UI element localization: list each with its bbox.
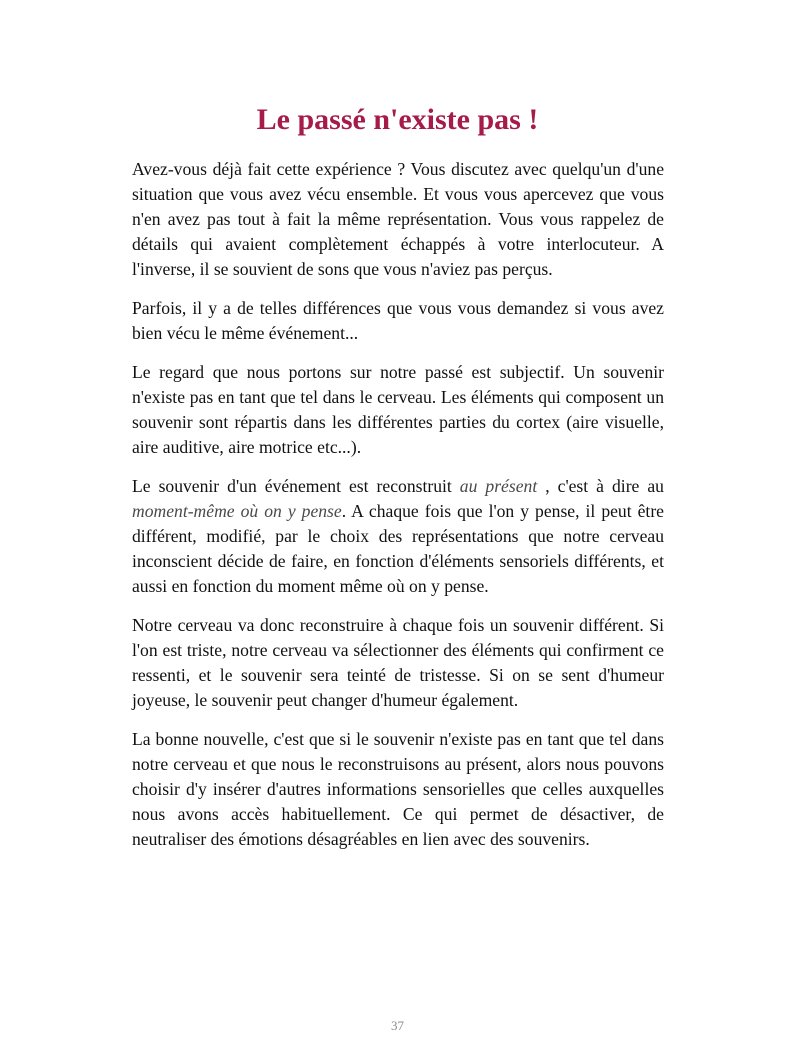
paragraph-2: Parfois, il y a de telles différences que vous vous demandez si vous avez bien vécu le même événement... — [132, 298, 664, 343]
body-text — [132, 157, 664, 866]
paragraph-5: Notre cerveau va donc reconstruire à chaque fois un souvenir différent. Si l'on est triste, notre cerveau va sélectionner des éléments qui confirment ce ressenti, et le souvenir sera teinté de tristesse. Si on se sent d'humeur joyeuse, le souvenir peut changer d'humeur également. — [132, 615, 664, 710]
paragraph-4 — [132, 474, 664, 599]
emphasis-moment-meme: moment-même où on y pense — [132, 501, 342, 521]
page-number: 37 — [391, 1018, 404, 1033]
paragraph-1: Avez-vous déjà fait cette expérience ? Vous discutez avec quelqu'un d'une situation que vous avez vécu ensemble. Et vous vous apercevez que vous n'en avez pas tout à fait la même représentation. Vous vous rappelez de détails qui avaient complètement échappés à votre interlocuteur. A l'inverse, il se souvient de sons que vous n'aviez pas perçus. — [132, 159, 664, 279]
paragraph-3: Le regard que nous portons sur notre passé est subjectif. Un souvenir n'existe pas en tant que tel dans le cerveau. Les éléments qui composent un souvenir sont répartis dans les différentes parties du cortex (aire visuelle, aire auditive, aire motrice etc...). — [132, 362, 664, 457]
paragraph-4-text-1: Le souvenir d'un événement est reconstruit — [132, 476, 460, 496]
paragraph-6: La bonne nouvelle, c'est que si le souvenir n'existe pas en tant que tel dans notre cerveau et que nous le reconstruisons au présent, alors nous pouvons choisir d'y insérer d'autres informations sensorielles que celles auxquelles nous avons accès habituellement. Ce qui permet de désactiver, de neutraliser des émotions désagréables en lien avec des souvenirs. — [132, 729, 664, 849]
emphasis-au-present: au présent — [459, 476, 538, 496]
page-title: Le passé n'existe pas ! — [256, 103, 539, 136]
paragraph-4-text-2: , c'est à dire au — [537, 476, 664, 496]
paragraph-4-text-3: . A chaque fois que l'on y pense, il peut être différent, modifié, par le choix des représentations que notre cerveau inconscient décide de faire, en fonction d'éléments sensoriels différents, et aussi en fonction du moment même où on y pense. — [132, 501, 664, 596]
